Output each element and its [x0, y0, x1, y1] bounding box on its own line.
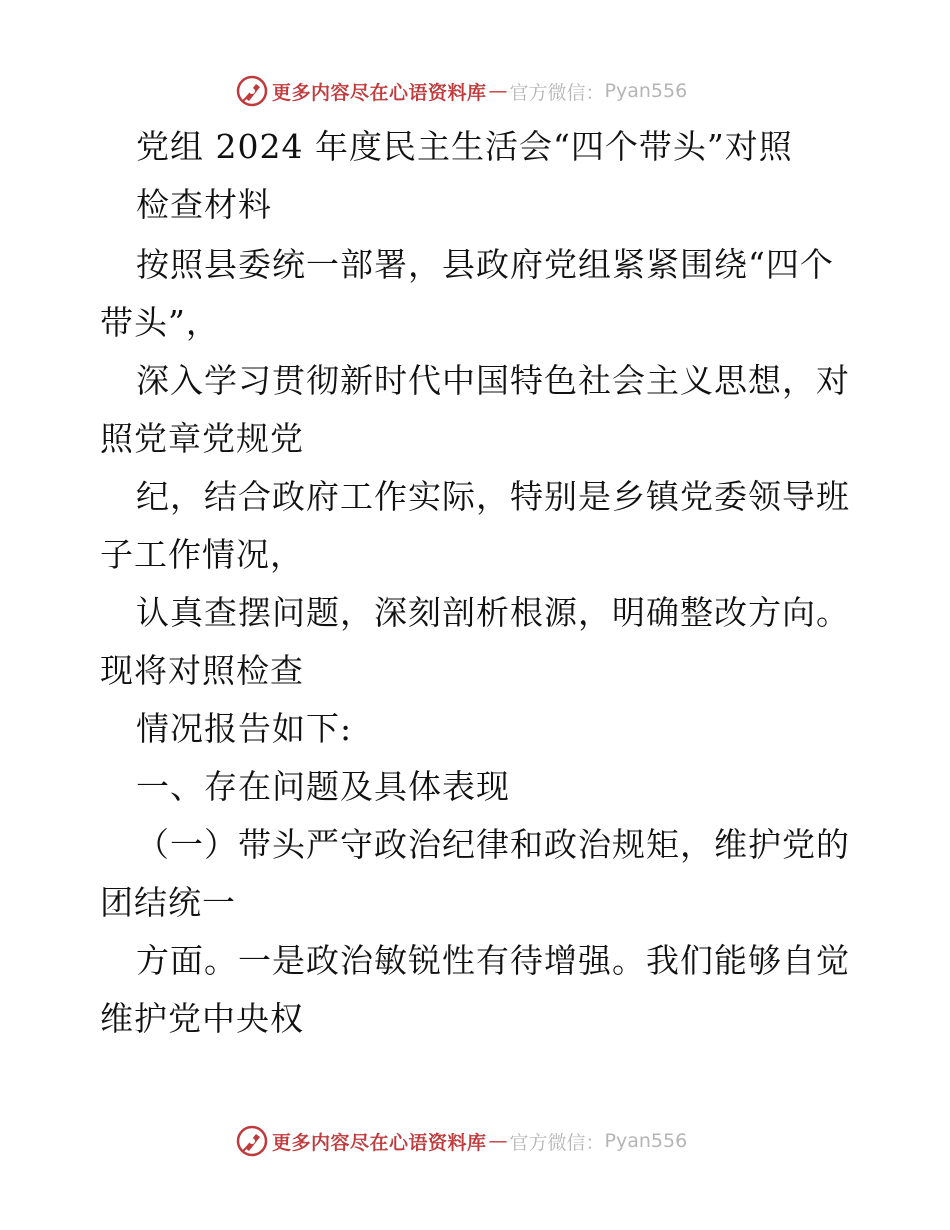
doc-title-line-1: 党组 2024 年度民主生活会“四个带头”对照: [136, 127, 793, 166]
doc-paragraph-line: 维护党中央权: [100, 999, 304, 1038]
doc-paragraph-line: 情况报告如下:: [136, 709, 353, 748]
watermark-official: 官方微信：: [509, 81, 605, 104]
doc-paragraph-line: 照党章党规党: [100, 419, 304, 458]
doc-paragraph-line: 团结统一: [100, 883, 236, 922]
doc-paragraph-line: 认真查摆问题，深刻剖析根源，明确整改方向。: [136, 593, 850, 632]
doc-paragraph-line: 子工作情况，: [100, 535, 304, 574]
doc-paragraph-line: 纪，结合政府工作实际，特别是乡镇党委领导班: [136, 477, 850, 516]
doc-paragraph-line: 按照县委统一部署，县政府党组紧紧围绕“四个: [136, 245, 834, 284]
watermark-dash: —: [488, 1130, 508, 1152]
watermark-wechat-id: Pyan556: [604, 80, 688, 102]
watermark-dash: —: [488, 80, 508, 102]
doc-section-heading: 一、存在问题及具体表现: [136, 767, 510, 806]
document-quill-icon: [236, 1125, 268, 1157]
doc-subsection-heading: （一）带头严守政治纪律和政治规矩，维护党的: [136, 825, 850, 864]
footer-watermark: [236, 1124, 687, 1158]
watermark-official: 官方微信：: [509, 1131, 605, 1154]
doc-paragraph-line: 深入学习贯彻新时代中国特色社会主义思想，对: [136, 361, 850, 400]
document-quill-icon: [236, 75, 268, 107]
watermark-brand: 更多内容尽在心语资料库: [272, 1131, 487, 1154]
doc-paragraph-line: 现将对照检查: [100, 651, 304, 690]
header-watermark: [236, 74, 687, 108]
doc-paragraph-line: 带头”，: [100, 303, 220, 342]
doc-paragraph-line: 方面。一是政治敏锐性有待增强。我们能够自觉: [136, 941, 850, 980]
watermark-wechat-id: Pyan556: [604, 1130, 688, 1152]
watermark-brand: 更多内容尽在心语资料库: [272, 81, 487, 104]
doc-title-line-2: 检查材料: [136, 185, 272, 224]
